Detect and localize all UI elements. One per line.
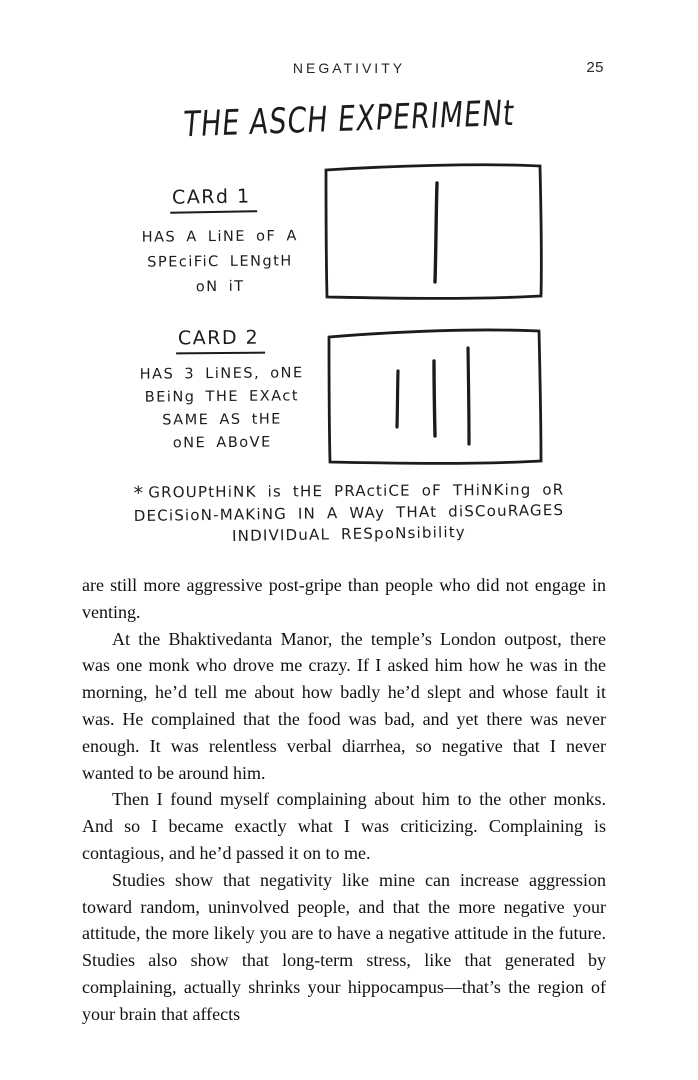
card2-long-line bbox=[468, 348, 469, 444]
illustration-title: THE ASCH EXPERIMENt bbox=[181, 93, 517, 146]
card1-reference-line bbox=[435, 183, 437, 282]
paragraph: At the Bhaktivedanta Manor, the temple’s London outpost, there was one monk who drove me crazy. If I asked him how he was in the morning, he’d tell me about how badly he’d slept and whose fault it was. He complained that the food was bad, and yet there was never enough. It was relentless verbal diarrhea, so negative that I never wanted to be around him. bbox=[82, 628, 606, 783]
card2-medium-line bbox=[434, 361, 435, 436]
card1-description-line: SPEciFiC LENgtH bbox=[147, 253, 293, 271]
card1-description-line: oN iT bbox=[195, 278, 245, 296]
card2-description-line: HAS 3 LiNES, oNE bbox=[139, 365, 304, 383]
paragraph: Then I found myself complaining about him to the other monks. And so I became exactly what I was criticizing. Complaining is contagious, and he’d passed it on to me. bbox=[82, 789, 606, 863]
page-number: 25 bbox=[586, 59, 604, 76]
footnote-text: GROUPtHiNK is tHE PRActiCE oF THiNKing oR bbox=[148, 480, 565, 502]
asterisk-icon: * bbox=[133, 482, 145, 505]
card2-description bbox=[124, 362, 321, 456]
card1-description-line: HAS A LiNE oF A bbox=[141, 228, 298, 246]
footnote-line: DECiSioN-MAKiNG IN A WAy THAt diSCouRAGES bbox=[133, 500, 565, 526]
card1-label: CARd 1 bbox=[170, 185, 257, 214]
card2-description-line: oNE ABoVE bbox=[172, 434, 272, 452]
running-header-title: NEGATIVITY bbox=[292, 60, 406, 76]
card1-drawing bbox=[320, 161, 546, 303]
card1-description bbox=[140, 224, 301, 300]
paragraph: are still more aggressive post-gripe than people who did not engage in venting. bbox=[82, 575, 606, 622]
card2-label: CARD 2 bbox=[176, 327, 265, 355]
card2-drawing bbox=[322, 324, 546, 468]
body-text bbox=[82, 572, 606, 1028]
card2-description-line: BEiNg THE EXAct bbox=[144, 388, 300, 406]
card2-description-line: SAME AS tHE bbox=[162, 411, 282, 429]
groupthink-footnote bbox=[0, 481, 698, 545]
paragraph: Studies show that negativity like mine can increase aggression toward random, uninvolved people, and that the more negative your attitude, the more likely you are to have a negative attitude in the future. Studies also show that long-term stress, like that generated by complaining, actually shrinks your hippocampus—that’s the region of your brain that affects bbox=[82, 869, 606, 1024]
running-header bbox=[0, 60, 698, 80]
card2-short-line bbox=[397, 371, 398, 427]
footnote-line: INDIVIDuAL RESpoNsibility bbox=[231, 522, 467, 546]
